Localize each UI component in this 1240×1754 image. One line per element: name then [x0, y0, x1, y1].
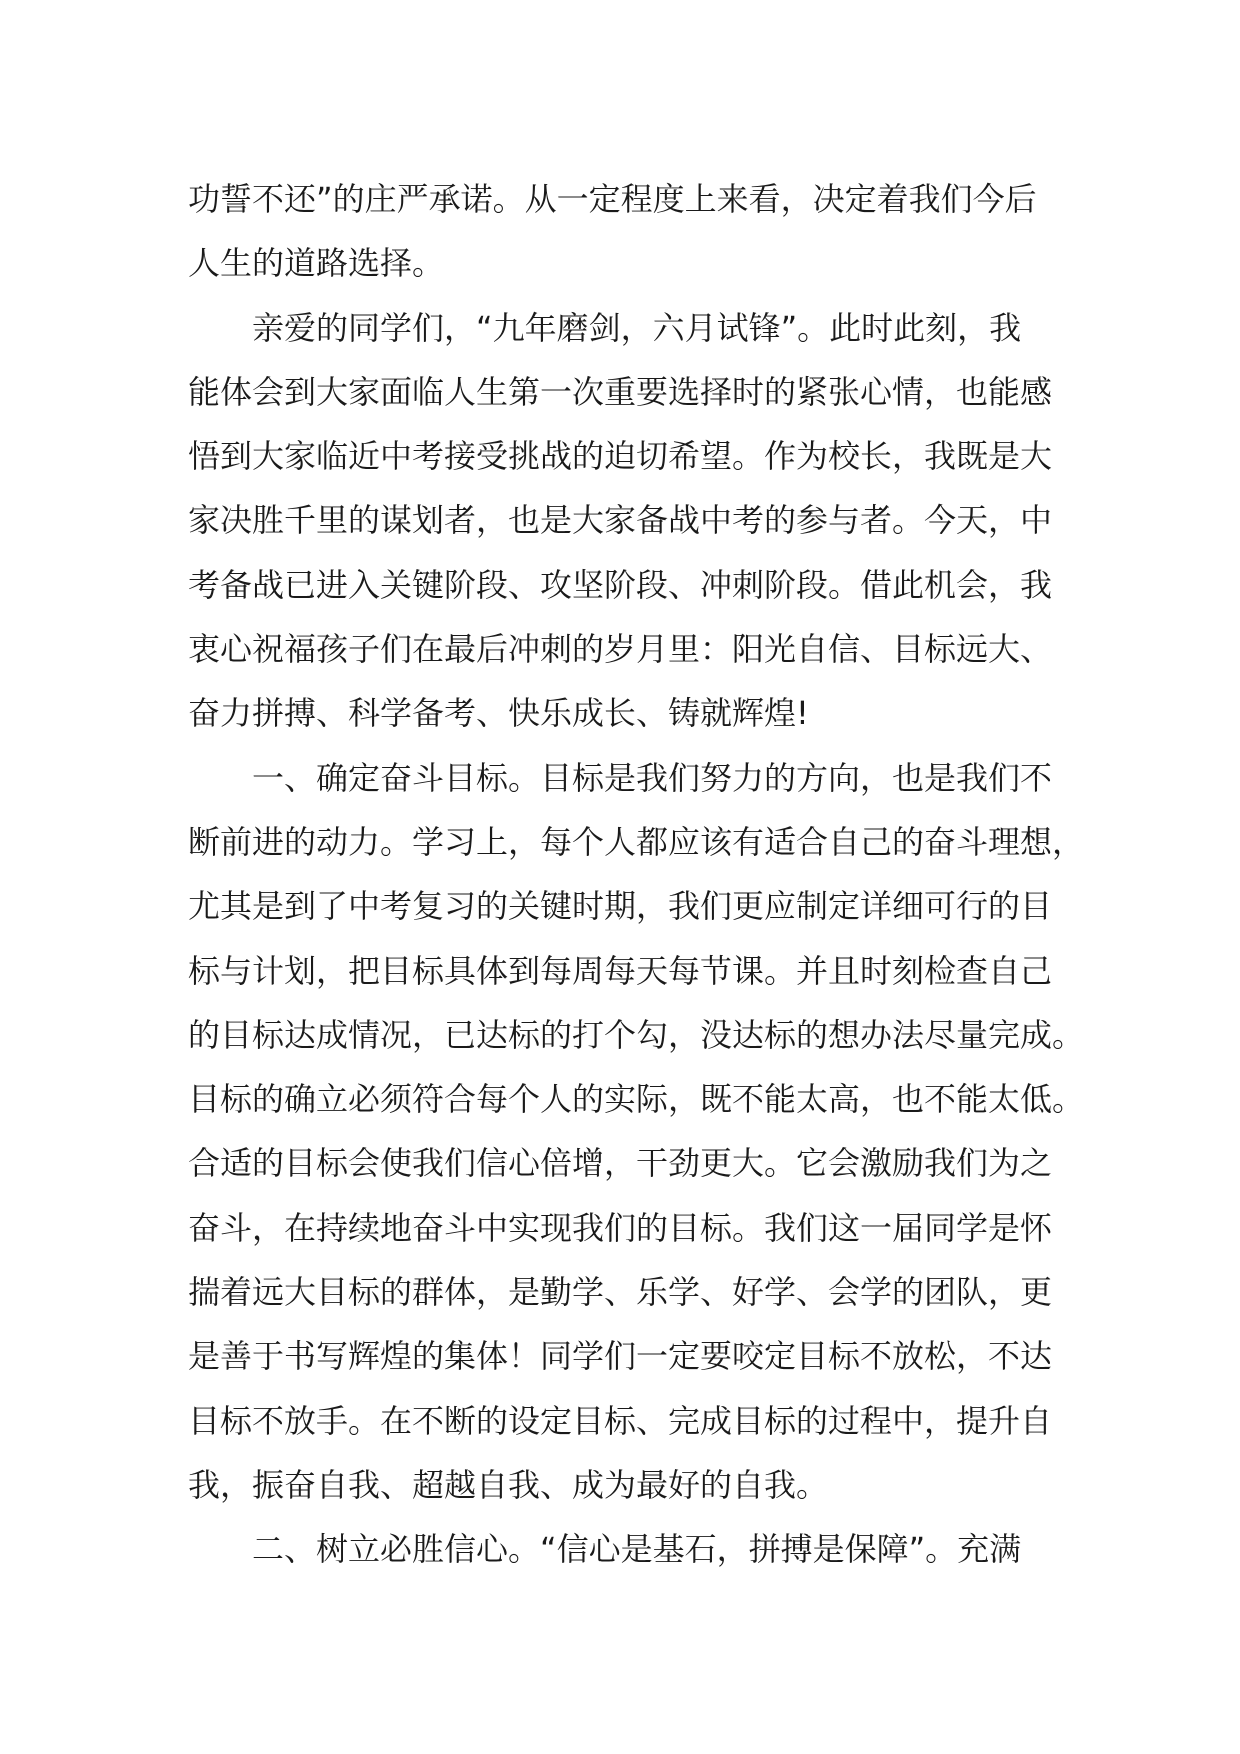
text-line: 目标的确立必须符合每个人的实际，既不能太高，也不能太低。	[188, 1080, 1085, 1119]
text-line: 目标不放手。在不断的设定目标、完成目标的过程中，提升自	[188, 1401, 1053, 1440]
text-line: 能体会到大家面临人生第一次重要选择时的紧张心情，也能感	[188, 372, 1053, 411]
text-line: 合适的目标会使我们信心倍增，干劲更大。它会激励我们为之	[188, 1144, 1053, 1183]
text-line: 标与计划，把目标具体到每周每天每节课。并且时刻检查自己	[188, 951, 1053, 990]
text-line: 一、确定奋斗目标。目标是我们努力的方向，也是我们不	[252, 758, 1053, 797]
text-line: 断前进的动力。学习上，每个人都应该有适合自己的奋斗理想，	[188, 822, 1085, 861]
text-line: 奋力拼搏、科学备考、快乐成长、铸就辉煌!	[188, 694, 809, 733]
text-line: 亲爱的同学们，“九年磨剑，六月试锋”。此时此刻，我	[252, 308, 1022, 347]
text-line: 尤其是到了中考复习的关键时期，我们更应制定详细可行的目	[188, 887, 1053, 926]
text-line: 奋斗，在持续地奋斗中实现我们的目标。我们这一届同学是怀	[188, 1208, 1053, 1247]
text-line: 是善于书写辉煌的集体！同学们一定要咬定目标不放松，不达	[188, 1337, 1053, 1376]
text-line: 家决胜千里的谋划者，也是大家备战中考的参与者。今天，中	[188, 501, 1053, 540]
text-line: 衷心祝福孩子们在最后冲刺的岁月里：阳光自信、目标远大、	[188, 630, 1053, 669]
text-line: 二、树立必胜信心。“信心是基石，拼搏是保障”。充满	[252, 1530, 1022, 1569]
text-line: 我，振奋自我、超越自我、成为最好的自我。	[188, 1465, 829, 1504]
text-line: 悟到大家临近中考接受挑战的迫切希望。作为校长，我既是大	[188, 437, 1053, 476]
text-line: 揣着远大目标的群体，是勤学、乐学、好学、会学的团队，更	[188, 1273, 1053, 1312]
text-line: 人生的道路选择。	[188, 244, 445, 283]
body-text	[188, 167, 1088, 1582]
text-line: 功誓不还”的庄严承诺。从一定程度上来看，决定着我们今后	[188, 180, 1037, 218]
text-line: 考备战已进入关键阶段、攻坚阶段、冲刺阶段。借此机会，我	[188, 565, 1053, 604]
text-line: 的目标达成情况，已达标的打个勾，没达标的想办法尽量完成。	[188, 1015, 1085, 1054]
